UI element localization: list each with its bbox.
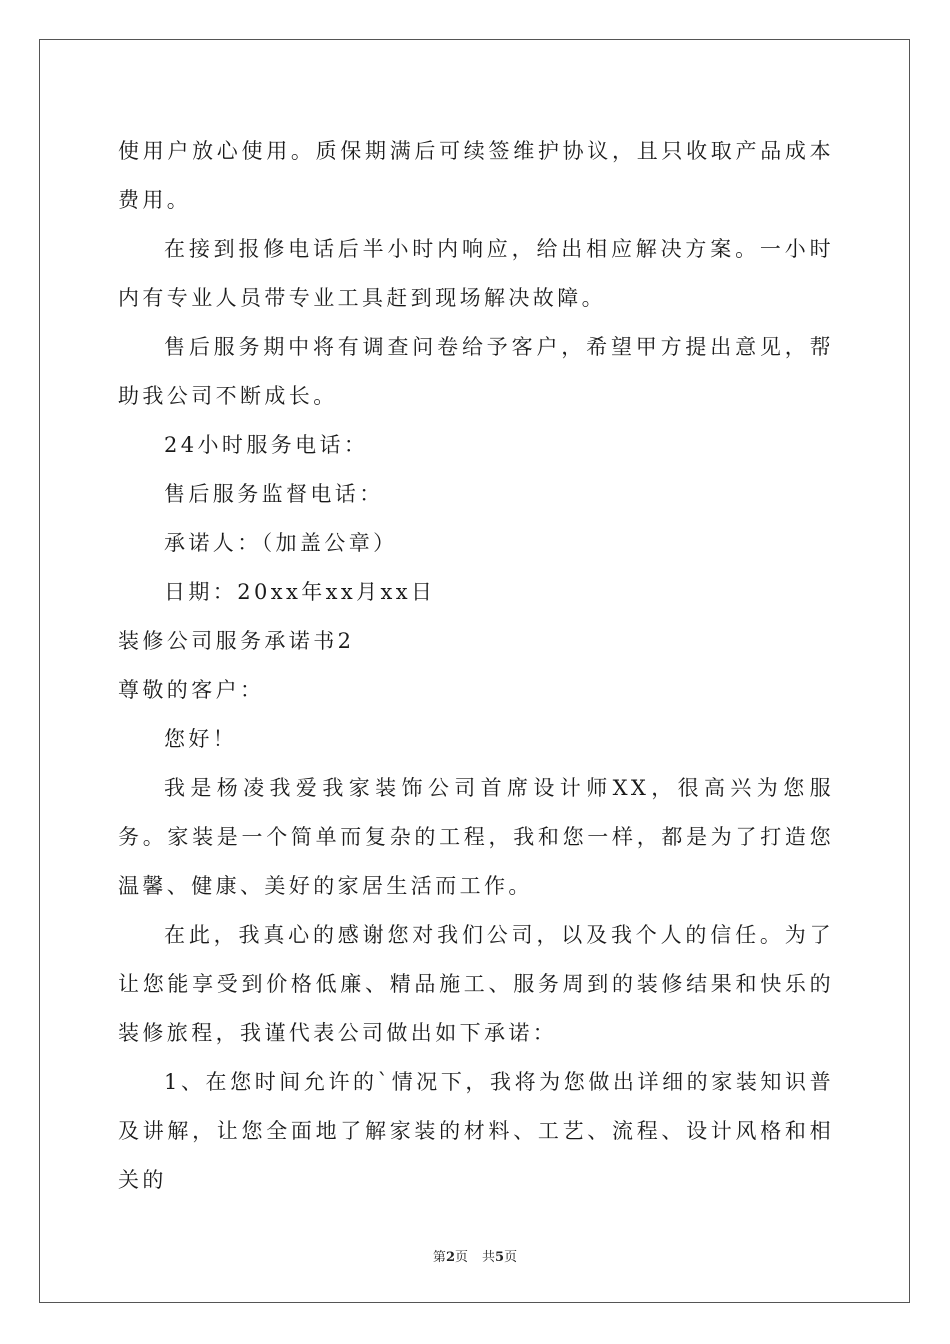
paragraph: 承诺人：（加盖公章） <box>164 531 398 555</box>
paragraph: 24小时服务电话： <box>164 433 369 457</box>
section-title: 装修公司服务承诺书2 <box>118 629 355 653</box>
total-suffix: 页 <box>504 1250 518 1265</box>
paragraph: 使用户放心使用。质保期满后可续签维护协议，且只收取产品成本费用。 <box>118 139 834 212</box>
paragraph: 在接到报修电话后半小时内响应，给出相应解决方案。一小时内有专业人员带专业工具赶到现场解决故障。 <box>118 237 834 310</box>
paragraph: 售后服务期中将有调查问卷给予客户，希望甲方提出意见，帮助我公司不断成长。 <box>118 335 834 408</box>
paragraph: 我是杨凌我爱我家装饰公司首席设计师XX，很高兴为您服务。家装是一个简单而复杂的工程，我和您一样，都是为了打造您温馨、健康、美好的家居生活而工作。 <box>118 776 834 898</box>
page-footer <box>0 1246 950 1265</box>
page-prefix: 第 <box>432 1250 446 1265</box>
total-prefix: 共 <box>482 1250 496 1265</box>
page-total: 5 <box>495 1250 505 1265</box>
salutation: 尊敬的客户： <box>118 678 265 702</box>
paragraph: 在此，我真心的感谢您对我们公司，以及我个人的信任。为了让您能享受到价格低廉、精品施工、服务周到的装修结果和快乐的装修旅程，我谨代表公司做出如下承诺： <box>118 923 834 1045</box>
paragraph: 1、在您时间允许的`情况下，我将为您做出详细的家装知识普及讲解，让您全面地了解家装的材料、工艺、流程、设计风格和相关的 <box>118 1070 834 1192</box>
greeting: 您好！ <box>164 727 238 751</box>
document-body <box>118 127 834 1205</box>
page-suffix: 页 <box>454 1250 468 1265</box>
paragraph: 日期：20xx年xx月xx日 <box>164 580 436 604</box>
paragraph: 售后服务监督电话： <box>164 482 384 506</box>
page-current: 2 <box>445 1250 455 1265</box>
